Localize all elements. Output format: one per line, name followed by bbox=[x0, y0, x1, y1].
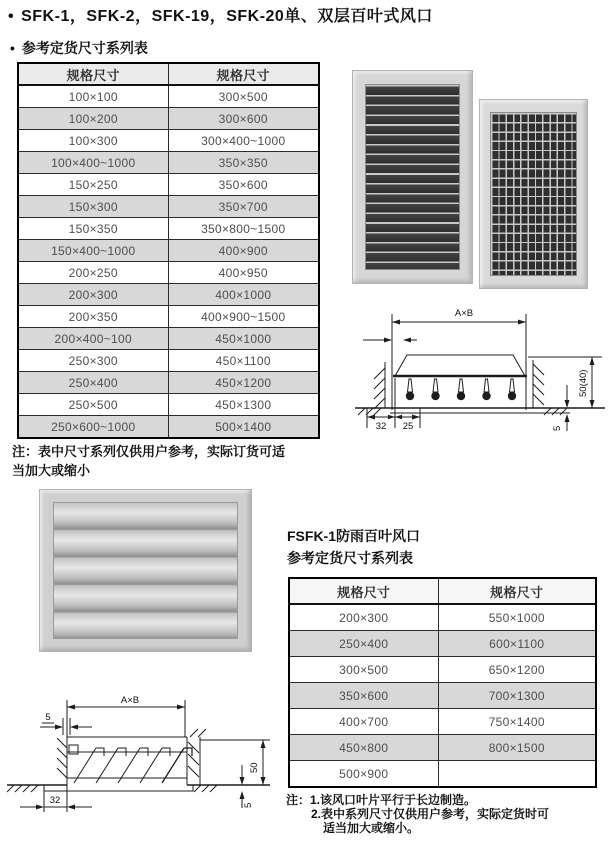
spec-row bbox=[289, 683, 596, 709]
spec-row bbox=[18, 372, 319, 394]
spec-cell: 100×400~1000 bbox=[18, 152, 168, 174]
spec-row bbox=[289, 709, 596, 735]
dimension-label: 5 bbox=[45, 712, 51, 723]
section1-subtitle-text: 参考定货尺寸系列表 bbox=[21, 40, 148, 56]
spec-cell: 350×700 bbox=[168, 196, 319, 218]
spec-cell: 100×200 bbox=[18, 108, 168, 130]
spec-row bbox=[289, 761, 596, 788]
bullet-icon: • bbox=[8, 8, 15, 25]
spec-cell: 400×1000 bbox=[168, 284, 319, 306]
note-line: 注：表中尺寸系列仅供用户参考，实际订货可适 bbox=[12, 444, 286, 459]
spec-cell: 700×1300 bbox=[438, 683, 596, 709]
spec-row bbox=[18, 394, 319, 416]
fsfk-section-title: FSFK-1防雨百叶风口 bbox=[287, 528, 420, 544]
spec-cell: 300×600 bbox=[168, 108, 319, 130]
spec-row bbox=[18, 240, 319, 262]
spec-row bbox=[18, 218, 319, 240]
spec-cell: 200×250 bbox=[18, 262, 168, 284]
spec-row bbox=[18, 85, 319, 108]
spec-row bbox=[289, 604, 596, 631]
page-title-text: SFK-1，SFK-2，SFK-19，SFK-20单、双层百叶式风口 bbox=[21, 8, 433, 25]
note-line: 注：1.该风口叶片平行于长边制造。 bbox=[286, 793, 477, 807]
spec-cell bbox=[438, 761, 596, 788]
section1-subtitle bbox=[10, 38, 148, 58]
spec-cell: 400×900~1500 bbox=[168, 306, 319, 328]
spec-row bbox=[18, 196, 319, 218]
spec-cell: 350×600 bbox=[289, 683, 438, 709]
spec-cell: 150×400~1000 bbox=[18, 240, 168, 262]
bullet-icon: • bbox=[10, 40, 15, 56]
rain-proof-louver-photo bbox=[39, 489, 252, 652]
table-header-row bbox=[289, 578, 596, 604]
spec-cell: 250×400 bbox=[18, 372, 168, 394]
louver-slats-image bbox=[365, 84, 460, 270]
dimension-label: 50(40) bbox=[578, 369, 589, 397]
spec-cell: 450×1100 bbox=[168, 350, 319, 372]
dimension-label: 5 bbox=[243, 802, 254, 808]
spec-cell: 450×1300 bbox=[168, 394, 319, 416]
spec-cell: 400×700 bbox=[289, 709, 438, 735]
note-line: 当加大或缩小 bbox=[12, 463, 91, 478]
dimension-label: 32 bbox=[375, 421, 387, 432]
fsfk-notes bbox=[286, 793, 549, 835]
fsfk-size-table bbox=[288, 577, 597, 788]
spec-cell: 600×1100 bbox=[438, 631, 596, 657]
dimension-label: A×B bbox=[454, 308, 474, 319]
spec-cell: 300×500 bbox=[289, 657, 438, 683]
table-note bbox=[12, 442, 342, 480]
spec-cell: 100×100 bbox=[18, 85, 168, 108]
spec-row bbox=[289, 735, 596, 761]
dimension-label: 5 bbox=[552, 425, 563, 431]
spec-cell: 300×400~1000 bbox=[168, 130, 319, 152]
spec-cell: 500×900 bbox=[289, 761, 438, 788]
dimension-label: 32 bbox=[49, 795, 61, 806]
spec-row bbox=[18, 108, 319, 130]
spec-row bbox=[18, 350, 319, 372]
spec-row bbox=[289, 631, 596, 657]
spec-cell: 200×300 bbox=[289, 604, 438, 631]
dimension-lines bbox=[20, 695, 270, 812]
spec-cell: 250×400 bbox=[289, 631, 438, 657]
spec-row bbox=[18, 130, 319, 152]
spec-cell: 350×350 bbox=[168, 152, 319, 174]
spec-row bbox=[18, 262, 319, 284]
spec-cell: 250×300 bbox=[18, 350, 168, 372]
spec-cell: 250×600~1000 bbox=[18, 416, 168, 439]
note-line: 适当加大或缩小。 bbox=[323, 821, 420, 835]
column-header: 规格尺寸 bbox=[18, 63, 168, 85]
fsfk-section-subtitle: 参考定货尺寸系列表 bbox=[287, 550, 413, 566]
dimension-label: 25 bbox=[402, 421, 414, 432]
spec-cell: 150×350 bbox=[18, 218, 168, 240]
double-layer-grille-photo bbox=[479, 99, 588, 289]
spec-cell: 450×800 bbox=[289, 735, 438, 761]
spec-cell: 800×1500 bbox=[438, 735, 596, 761]
dimension-label: 50 bbox=[249, 762, 260, 773]
column-header: 规格尺寸 bbox=[438, 578, 596, 604]
spec-cell: 200×400~100 bbox=[18, 328, 168, 350]
spec-row bbox=[289, 657, 596, 683]
spec-cell: 350×600 bbox=[168, 174, 319, 196]
spec-cell: 150×300 bbox=[18, 196, 168, 218]
spec-row bbox=[18, 152, 319, 174]
spec-cell: 350×800~1500 bbox=[168, 218, 319, 240]
spec-cell: 400×900 bbox=[168, 240, 319, 262]
spec-row bbox=[18, 306, 319, 328]
column-header: 规格尺寸 bbox=[289, 578, 438, 604]
spec-row bbox=[18, 174, 319, 196]
rain-louver-slats-image bbox=[53, 502, 238, 639]
spec-cell: 200×300 bbox=[18, 284, 168, 306]
spec-cell: 400×950 bbox=[168, 262, 319, 284]
louver-blade-icons bbox=[406, 379, 516, 400]
spec-cell: 450×1000 bbox=[168, 328, 319, 350]
table-header-row bbox=[18, 63, 319, 85]
spec-cell: 200×350 bbox=[18, 306, 168, 328]
note-line: 2.表中系列尺寸仅供用户参考，实际定货时可 bbox=[311, 807, 550, 821]
single-layer-louver-photo bbox=[352, 70, 473, 284]
sfk-size-table bbox=[17, 62, 320, 439]
spec-cell: 550×1000 bbox=[438, 604, 596, 631]
spec-cell: 250×500 bbox=[18, 394, 168, 416]
spec-row bbox=[18, 416, 319, 439]
fsfk-cross-section-drawing bbox=[0, 690, 280, 847]
spec-cell: 100×300 bbox=[18, 130, 168, 152]
column-header: 规格尺寸 bbox=[168, 63, 319, 85]
spec-cell: 300×500 bbox=[168, 85, 319, 108]
spec-cell: 150×250 bbox=[18, 174, 168, 196]
spec-cell: 500×1400 bbox=[168, 416, 319, 439]
grille-grid-image bbox=[490, 112, 577, 276]
dimension-label: A×B bbox=[120, 695, 140, 706]
page-title bbox=[8, 3, 433, 26]
spec-cell: 650×1200 bbox=[438, 657, 596, 683]
spec-row bbox=[18, 328, 319, 350]
spec-row bbox=[18, 284, 319, 306]
spec-cell: 750×1400 bbox=[438, 709, 596, 735]
sfk-cross-section-drawing bbox=[355, 300, 613, 445]
spec-cell: 450×1200 bbox=[168, 372, 319, 394]
